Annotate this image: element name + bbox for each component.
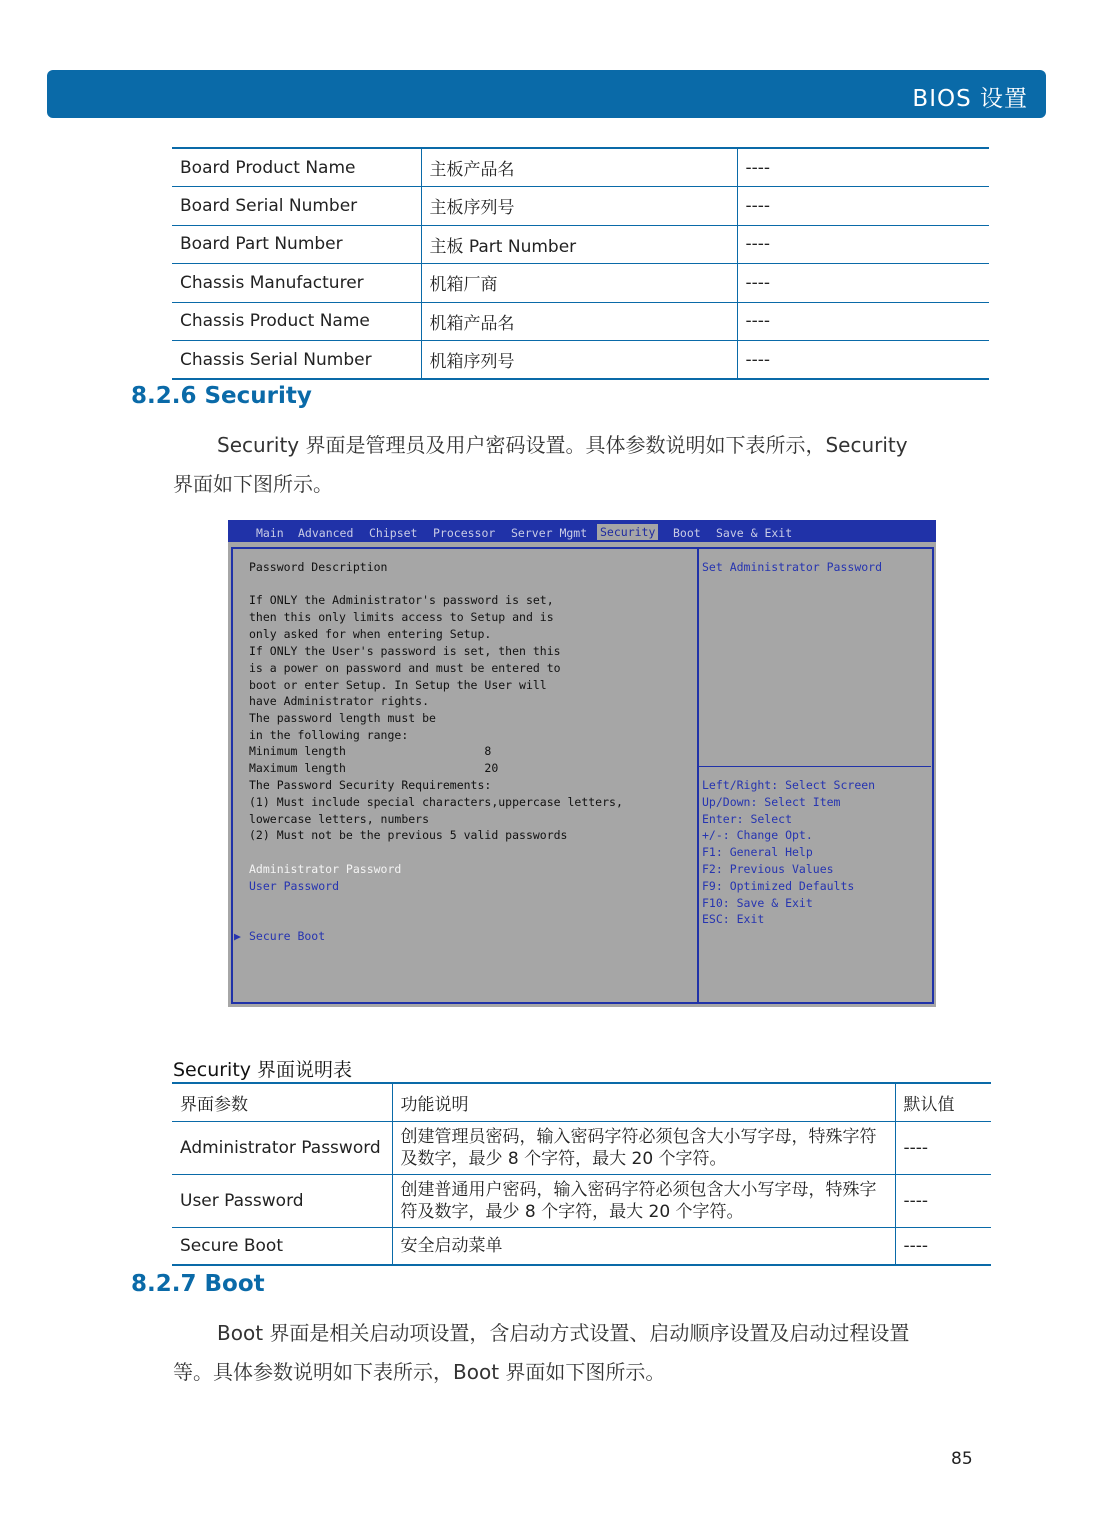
bios-text: boot or enter Setup. In Setup the User will <box>249 678 547 692</box>
paragraph-line: 等。具体参数说明如下表所示，Boot 界面如下图所示。 <box>173 1360 666 1384</box>
table-cell: ---- <box>895 1227 991 1265</box>
bios-text: in the following range: <box>249 728 409 742</box>
section-heading-security: 8.2.6 Security <box>131 383 312 409</box>
bios-item-secure-boot[interactable]: Secure Boot <box>249 929 326 943</box>
table-cell: 主板产品名 <box>421 148 737 187</box>
bios-key-help: Up/Down: Select Item <box>702 795 841 809</box>
bios-tab-chipset[interactable]: Chipset <box>369 526 418 540</box>
bios-key-help: F1: General Help <box>702 845 813 859</box>
table-cell: ---- <box>895 1121 991 1174</box>
table-row <box>172 187 989 226</box>
bios-key-help: Left/Right: Select Screen <box>702 778 876 792</box>
table-cell: Board Serial Number <box>172 187 421 226</box>
table-row <box>172 225 989 264</box>
security-paragraph <box>173 426 973 504</box>
table-cell: 机箱产品名 <box>421 302 737 341</box>
bios-item-user-password[interactable]: User Password <box>249 879 340 893</box>
bios-key-help: Enter: Select <box>702 812 793 826</box>
column-header: 界面参数 <box>172 1083 392 1121</box>
header-bar <box>47 70 1046 118</box>
bios-help-title: Set Administrator Password <box>702 560 883 574</box>
table-cell: Secure Boot <box>172 1227 392 1265</box>
bios-text: lowercase letters, numbers <box>249 812 430 826</box>
bios-text: Maximum length 20 <box>249 761 499 775</box>
bios-text: have Administrator rights. <box>249 694 430 708</box>
bios-divider <box>699 766 931 767</box>
table-caption: Security 界面说明表 <box>173 1059 353 1081</box>
security-table <box>172 1082 991 1266</box>
bios-text: If ONLY the User's password is set, then this <box>249 644 561 658</box>
table-cell: ---- <box>737 225 989 264</box>
table-cell: 机箱序列号 <box>421 341 737 380</box>
submenu-arrow-icon: ▶ <box>234 929 241 943</box>
table-cell: Administrator Password <box>172 1121 392 1174</box>
bios-tab-save-exit[interactable]: Save & Exit <box>716 526 793 540</box>
paragraph-line: Boot 界面是相关启动项设置，含启动方式设置、启动顺序设置及启动过程设置 <box>217 1321 910 1345</box>
table-cell: 主板序列号 <box>421 187 737 226</box>
bios-text: Minimum length 8 <box>249 744 492 758</box>
bios-tab-server-mgmt[interactable]: Server Mgmt <box>511 526 588 540</box>
bios-tab-processor[interactable]: Processor <box>433 526 496 540</box>
bios-text: only asked for when entering Setup. <box>249 627 492 641</box>
table-cell: User Password <box>172 1174 392 1227</box>
column-header: 功能说明 <box>392 1083 895 1121</box>
paragraph-line: 界面如下图所示。 <box>173 472 333 496</box>
table-cell: Chassis Manufacturer <box>172 264 421 303</box>
bios-tab-security[interactable]: Security <box>597 524 658 540</box>
boot-paragraph <box>173 1314 973 1392</box>
bios-text: is a power on password and must be entered to <box>249 661 561 675</box>
bios-tab-boot[interactable]: Boot <box>673 526 701 540</box>
table-cell: Chassis Serial Number <box>172 341 421 380</box>
paragraph-line: Security 界面是管理员及用户密码设置。具体参数说明如下表所示，Security <box>217 433 908 457</box>
table-header-row <box>172 1083 991 1121</box>
table-cell: 主板 Part Number <box>421 225 737 264</box>
table-row <box>172 341 989 380</box>
bios-item-administrator-password[interactable]: Administrator Password <box>249 862 402 876</box>
bios-text: (2) Must not be the previous 5 valid passwords <box>249 828 568 842</box>
bios-text: then this only limits access to Setup and is <box>249 610 554 624</box>
table-cell: Board Part Number <box>172 225 421 264</box>
column-header: 默认值 <box>895 1083 991 1121</box>
bios-tab-advanced[interactable]: Advanced <box>298 526 354 540</box>
table-row <box>172 302 989 341</box>
bios-text: (1) Must include special characters,uppercase letters, <box>249 795 623 809</box>
page-number: 85 <box>951 1449 973 1469</box>
bios-security-screenshot <box>228 520 936 1007</box>
bios-tab-main[interactable]: Main <box>256 526 284 540</box>
table-row <box>172 1174 991 1227</box>
table-cell: ---- <box>737 302 989 341</box>
bios-key-help: +/-: Change Opt. <box>702 828 813 842</box>
table-row <box>172 1227 991 1265</box>
bios-text: The password length must be <box>249 711 436 725</box>
board-info-table <box>172 147 989 380</box>
bios-key-help: ESC: Exit <box>702 912 765 926</box>
bios-text: The Password Security Requirements: <box>249 778 492 792</box>
bios-divider <box>697 547 699 1004</box>
table-row <box>172 1121 991 1174</box>
table-cell: 创建普通用户密码，输入密码字符必须包含大小写字母，特殊字符及数字，最少 8 个字符，最大 20 个字符。 <box>392 1174 895 1227</box>
table-cell: 安全启动菜单 <box>392 1227 895 1265</box>
table-cell: Board Product Name <box>172 148 421 187</box>
table-row <box>172 264 989 303</box>
table-cell: ---- <box>737 264 989 303</box>
table-cell: ---- <box>895 1174 991 1227</box>
bios-text: If ONLY the Administrator's password is set, <box>249 593 554 607</box>
section-heading-boot: 8.2.7 Boot <box>131 1271 265 1297</box>
table-cell: Chassis Product Name <box>172 302 421 341</box>
bios-menu-bar <box>228 520 936 542</box>
table-cell: 创建管理员密码，输入密码字符必须包含大小写字母，特殊字符及数字，最少 8 个字符，最大 20 个字符。 <box>392 1121 895 1174</box>
table-cell: 机箱厂商 <box>421 264 737 303</box>
header-title: BIOS 设置 <box>912 86 1028 112</box>
bios-key-help: F9: Optimized Defaults <box>702 879 855 893</box>
table-row <box>172 148 989 187</box>
table-cell: ---- <box>737 187 989 226</box>
bios-text: Password Description <box>249 560 388 574</box>
table-cell: ---- <box>737 148 989 187</box>
table-cell: ---- <box>737 341 989 380</box>
bios-key-help: F2: Previous Values <box>702 862 834 876</box>
bios-key-help: F10: Save & Exit <box>702 896 813 910</box>
